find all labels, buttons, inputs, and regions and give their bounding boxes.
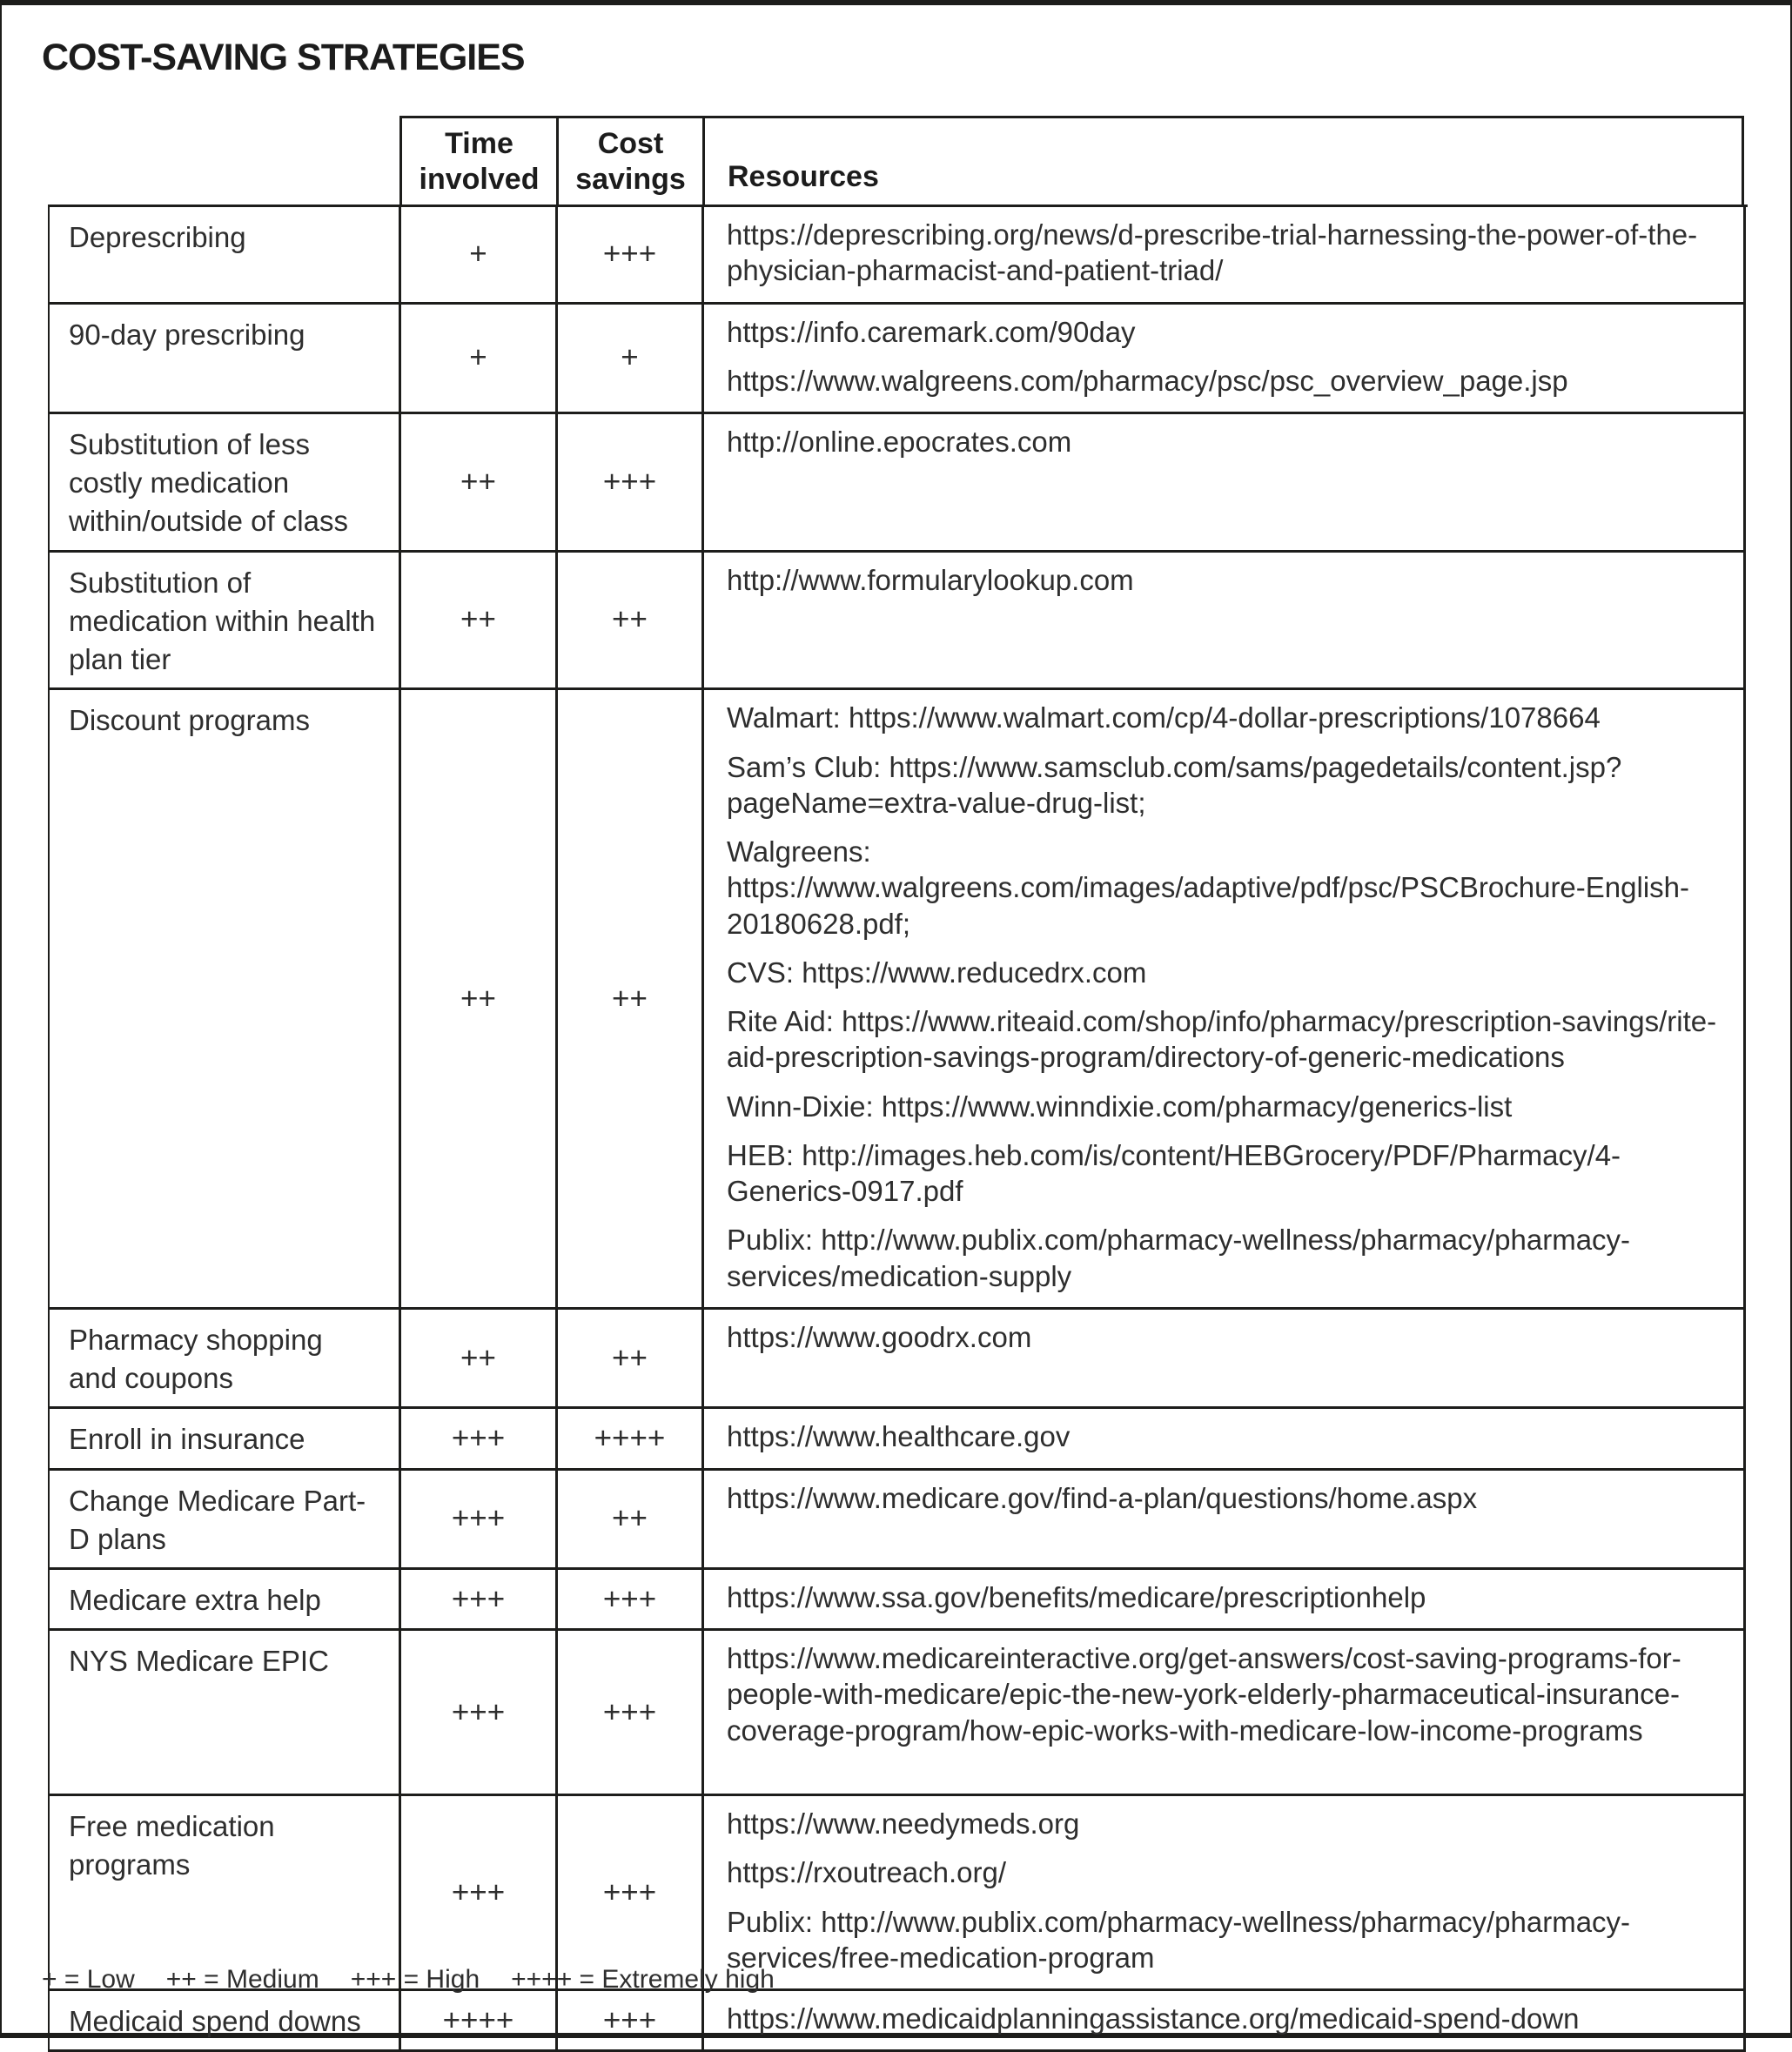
- time-involved-cell: +++: [401, 1631, 558, 1796]
- cost-savings-cell: +++: [558, 414, 704, 553]
- table-row: [50, 1796, 1748, 1991]
- resources-cell: [704, 414, 1746, 553]
- resources-cell: [704, 690, 1746, 1310]
- column-header-cost-savings: Cost savings: [556, 116, 702, 205]
- time-involved-cell: ++: [401, 414, 558, 553]
- column-header-resources: Resources: [702, 116, 1744, 205]
- resources-cell: [704, 1796, 1746, 1991]
- resource-url: Publix: http://www.publix.com/pharmacy-wellness/pharmacy/pharmacy-services/medication-supply: [727, 1224, 1631, 1292]
- legend-item: + = Low: [42, 1965, 135, 1994]
- time-involved-cell: +++: [401, 1409, 558, 1470]
- resources-cell: [704, 553, 1746, 691]
- resource-url: https://rxoutreach.org/: [727, 1856, 1006, 1889]
- table-row: [50, 1409, 1748, 1470]
- table-row: [50, 1471, 1748, 1570]
- cost-savings-cell: +: [558, 305, 704, 415]
- resource-url: Publix: http://www.publix.com/pharmacy-wellness/pharmacy/pharmacy-services/free-medication-program: [727, 1905, 1631, 1974]
- cost-savings-cell: ++: [558, 690, 704, 1310]
- resource-url: https://www.medicareinteractive.org/get-answers/cost-saving-programs-for-people-with-medicare/epic-the-new-york-elderly-pharmaceutical-insurance-coverage-program/how-epic-works-with-medicare-low-income-programs: [727, 1642, 1681, 1747]
- resources-cell: [704, 1570, 1746, 1631]
- resource-url: http://online.epocrates.com: [727, 426, 1072, 458]
- strategy-cell: Change Medicare Part-D plans: [50, 1471, 401, 1570]
- resource-url: HEB: http://images.heb.com/is/content/HEBGrocery/PDF/Pharmacy/4-Generics-0917.pdf: [727, 1138, 1621, 1208]
- time-involved-cell: ++: [401, 553, 558, 691]
- resource-url: https://deprescribing.org/news/d-prescribe-trial-harnessing-the-power-of-the-physician-pharmacist-and-patient-triad/: [727, 218, 1698, 287]
- resource-url: Walmart: https://www.walmart.com/cp/4-dollar-prescriptions/1078664: [727, 701, 1601, 734]
- column-header-time-involved: Time involved: [399, 116, 556, 205]
- cost-savings-cell: +++: [558, 1796, 704, 1991]
- table-row: [50, 1991, 1748, 2052]
- table-row: [50, 690, 1748, 1310]
- time-involved-cell: +++: [401, 1796, 558, 1991]
- time-involved-cell: +: [401, 207, 558, 305]
- strategy-cell: Medicaid spend downs: [50, 1991, 401, 2052]
- resources-cell: [704, 1471, 1746, 1570]
- time-involved-cell: +++: [401, 1570, 558, 1631]
- resource-url: Rite Aid: https://www.riteaid.com/shop/info/pharmacy/prescription-savings/rite-aid-prescription-savings-program/directory-of-generic-medications: [727, 1005, 1717, 1074]
- table-row: [50, 1570, 1748, 1631]
- table-header-row: [399, 116, 1744, 205]
- time-involved-cell: ++: [401, 690, 558, 1310]
- strategy-cell: Medicare extra help: [50, 1570, 401, 1631]
- resources-cell: [704, 305, 1746, 415]
- rating-legend: [42, 1965, 806, 1995]
- cost-savings-cell: ++: [558, 553, 704, 691]
- time-involved-cell: ++++: [401, 1991, 558, 2052]
- cost-savings-cell: +++: [558, 1631, 704, 1796]
- cost-savings-cell: ++++: [558, 1409, 704, 1470]
- cost-savings-cell: +++: [558, 1570, 704, 1631]
- resource-url: https://www.needymeds.org: [727, 1807, 1080, 1841]
- table-row: [50, 1631, 1748, 1796]
- resource-url: CVS: https://www.reducedrx.com: [727, 956, 1147, 989]
- table-row: [50, 414, 1748, 553]
- resources-cell: [704, 1631, 1746, 1796]
- resources-cell: [704, 207, 1746, 305]
- strategy-cell: Deprescribing: [50, 207, 401, 305]
- strategy-cell: 90-day prescribing: [50, 305, 401, 415]
- table-row: [50, 553, 1748, 691]
- table-body: [48, 205, 1748, 2052]
- table-row: [50, 1310, 1748, 1409]
- strategy-cell: Enroll in insurance: [50, 1409, 401, 1470]
- resource-url: Winn-Dixie: https://www.winndixie.com/pharmacy/generics-list: [727, 1090, 1513, 1123]
- strategy-cell: Substitution of medication within health plan tier: [50, 553, 401, 691]
- resource-url: https://www.medicaidplanningassistance.org/medicaid-spend-down: [727, 2002, 1580, 2035]
- strategy-cell: Discount programs: [50, 690, 401, 1310]
- resource-url: https://www.medicare.gov/find-a-plan/questions/home.aspx: [727, 1481, 1478, 1514]
- resource-url: https://www.goodrx.com: [727, 1320, 1032, 1353]
- resource-url: https://www.ssa.gov/benefits/medicare/prescriptionhelp: [727, 1580, 1426, 1613]
- legend-item: ++ = Medium: [165, 1965, 319, 1994]
- cost-savings-cell: ++: [558, 1310, 704, 1409]
- resource-url: https://www.walgreens.com/pharmacy/psc/psc_overview_page.jsp: [727, 364, 1568, 397]
- cost-savings-cell: ++: [558, 1471, 704, 1570]
- time-involved-cell: +++: [401, 1471, 558, 1570]
- resources-cell: [704, 1409, 1746, 1470]
- resource-url: https://info.caremark.com/90day: [727, 315, 1136, 348]
- time-involved-cell: ++: [401, 1310, 558, 1409]
- page-title: COST-SAVING STRATEGIES: [42, 37, 525, 78]
- time-involved-cell: +: [401, 305, 558, 415]
- strategy-cell: Substitution of less costly medication within/outside of class: [50, 414, 401, 553]
- legend-item: +++ = High: [350, 1965, 480, 1994]
- cost-savings-cell: +++: [558, 1991, 704, 2052]
- resources-cell: [704, 1310, 1746, 1409]
- resource-url: https://www.healthcare.gov: [727, 1420, 1071, 1453]
- strategy-cell: NYS Medicare EPIC: [50, 1631, 401, 1796]
- resource-url: http://www.formularylookup.com: [727, 563, 1134, 596]
- table-row: [50, 207, 1748, 305]
- legend-item: ++++ = Extremely high: [511, 1965, 775, 1994]
- strategy-cell: Free medication programs: [50, 1796, 401, 1991]
- strategy-cell: Pharmacy shopping and coupons: [50, 1310, 401, 1409]
- table-row: [50, 305, 1748, 415]
- resource-url: Sam’s Club: https://www.samsclub.com/sams/pagedetails/content.jsp?pageName=extra-value-drug-list;: [727, 750, 1622, 819]
- resources-cell: [704, 1991, 1746, 2052]
- resource-url: Walgreens: https://www.walgreens.com/images/adaptive/pdf/psc/PSCBrochure-English-20180628.pdf;: [727, 835, 1689, 940]
- cost-savings-cell: +++: [558, 207, 704, 305]
